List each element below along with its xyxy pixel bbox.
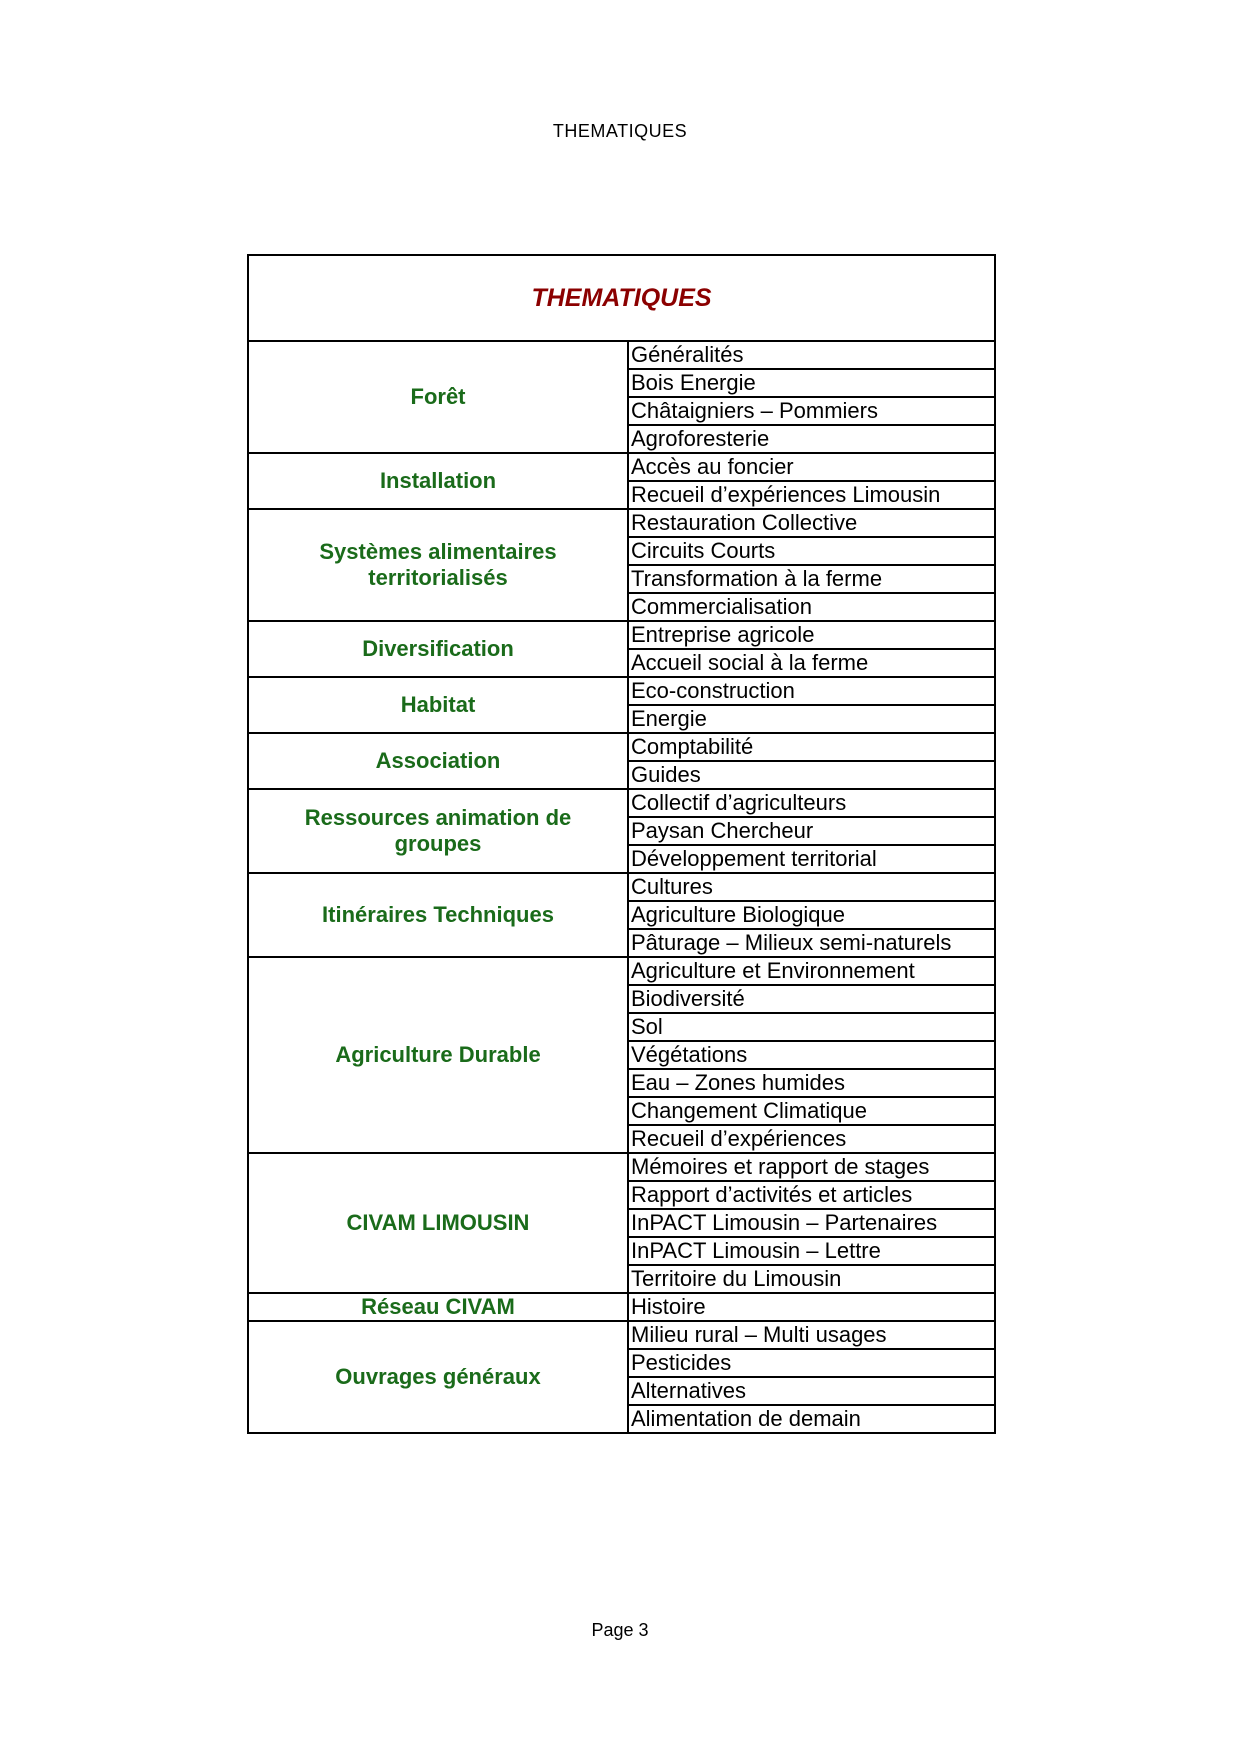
table-title-row bbox=[248, 255, 995, 341]
subtheme-cell: Bois Energie bbox=[628, 369, 995, 397]
subtheme-cell: Collectif d’agriculteurs bbox=[628, 789, 995, 817]
subtheme-cell: Histoire bbox=[628, 1293, 995, 1321]
subtheme-cell: Pesticides bbox=[628, 1349, 995, 1377]
theme-cell: Systèmes alimentaires territorialisés bbox=[248, 509, 628, 621]
subtheme-cell: Changement Climatique bbox=[628, 1097, 995, 1125]
theme-cell: Réseau CIVAM bbox=[248, 1293, 628, 1321]
theme-cell: Installation bbox=[248, 453, 628, 509]
subtheme-cell: InPACT Limousin – Partenaires bbox=[628, 1209, 995, 1237]
table-row bbox=[248, 789, 995, 817]
subtheme-cell: Généralités bbox=[628, 341, 995, 369]
subtheme-cell: Guides bbox=[628, 761, 995, 789]
subtheme-cell: Accueil social à la ferme bbox=[628, 649, 995, 677]
subtheme-cell: Eco-construction bbox=[628, 677, 995, 705]
subtheme-cell: InPACT Limousin – Lettre bbox=[628, 1237, 995, 1265]
subtheme-cell: Alimentation de demain bbox=[628, 1405, 995, 1433]
table-row bbox=[248, 621, 995, 649]
subtheme-cell: Commercialisation bbox=[628, 593, 995, 621]
theme-cell: Association bbox=[248, 733, 628, 789]
subtheme-cell: Biodiversité bbox=[628, 985, 995, 1013]
subtheme-cell: Pâturage – Milieux semi-naturels bbox=[628, 929, 995, 957]
theme-cell: Ouvrages généraux bbox=[248, 1321, 628, 1433]
subtheme-cell: Recueil d’expériences bbox=[628, 1125, 995, 1153]
table-row bbox=[248, 873, 995, 901]
table-row bbox=[248, 1321, 995, 1349]
theme-cell: CIVAM LIMOUSIN bbox=[248, 1153, 628, 1293]
subtheme-cell: Recueil d’expériences Limousin bbox=[628, 481, 995, 509]
subtheme-cell: Restauration Collective bbox=[628, 509, 995, 537]
table-row bbox=[248, 341, 995, 369]
subtheme-cell: Alternatives bbox=[628, 1377, 995, 1405]
theme-cell: Agriculture Durable bbox=[248, 957, 628, 1153]
subtheme-cell: Accès au foncier bbox=[628, 453, 995, 481]
table-body bbox=[248, 341, 995, 1433]
subtheme-cell: Châtaigniers – Pommiers bbox=[628, 397, 995, 425]
subtheme-cell: Circuits Courts bbox=[628, 537, 995, 565]
subtheme-cell: Eau – Zones humides bbox=[628, 1069, 995, 1097]
subtheme-cell: Comptabilité bbox=[628, 733, 995, 761]
theme-cell: Habitat bbox=[248, 677, 628, 733]
subtheme-cell: Energie bbox=[628, 705, 995, 733]
table-row bbox=[248, 509, 995, 537]
page-number: Page 3 bbox=[591, 1620, 649, 1640]
subtheme-cell: Mémoires et rapport de stages bbox=[628, 1153, 995, 1181]
subtheme-cell: Cultures bbox=[628, 873, 995, 901]
table-row bbox=[248, 733, 995, 761]
table-row bbox=[248, 453, 995, 481]
subtheme-cell: Agroforesterie bbox=[628, 425, 995, 453]
subtheme-cell: Milieu rural – Multi usages bbox=[628, 1321, 995, 1349]
table-row bbox=[248, 957, 995, 985]
theme-cell: Ressources animation de groupes bbox=[248, 789, 628, 873]
theme-cell: Itinéraires Techniques bbox=[248, 873, 628, 957]
subtheme-cell: Sol bbox=[628, 1013, 995, 1041]
theme-cell: Forêt bbox=[248, 341, 628, 453]
table-row bbox=[248, 1153, 995, 1181]
table-row bbox=[248, 1293, 995, 1321]
table-title: THEMATIQUES bbox=[248, 255, 995, 341]
subtheme-cell: Agriculture Biologique bbox=[628, 901, 995, 929]
subtheme-cell: Transformation à la ferme bbox=[628, 565, 995, 593]
subtheme-cell: Végétations bbox=[628, 1041, 995, 1069]
theme-cell: Diversification bbox=[248, 621, 628, 677]
page-header: THEMATIQUES bbox=[552, 121, 688, 141]
subtheme-cell: Agriculture et Environnement bbox=[628, 957, 995, 985]
subtheme-cell: Territoire du Limousin bbox=[628, 1265, 995, 1293]
subtheme-cell: Développement territorial bbox=[628, 845, 995, 873]
subtheme-cell: Paysan Chercheur bbox=[628, 817, 995, 845]
table-row bbox=[248, 677, 995, 705]
subtheme-cell: Entreprise agricole bbox=[628, 621, 995, 649]
thematiques-table bbox=[247, 254, 996, 1434]
subtheme-cell: Rapport d’activités et articles bbox=[628, 1181, 995, 1209]
